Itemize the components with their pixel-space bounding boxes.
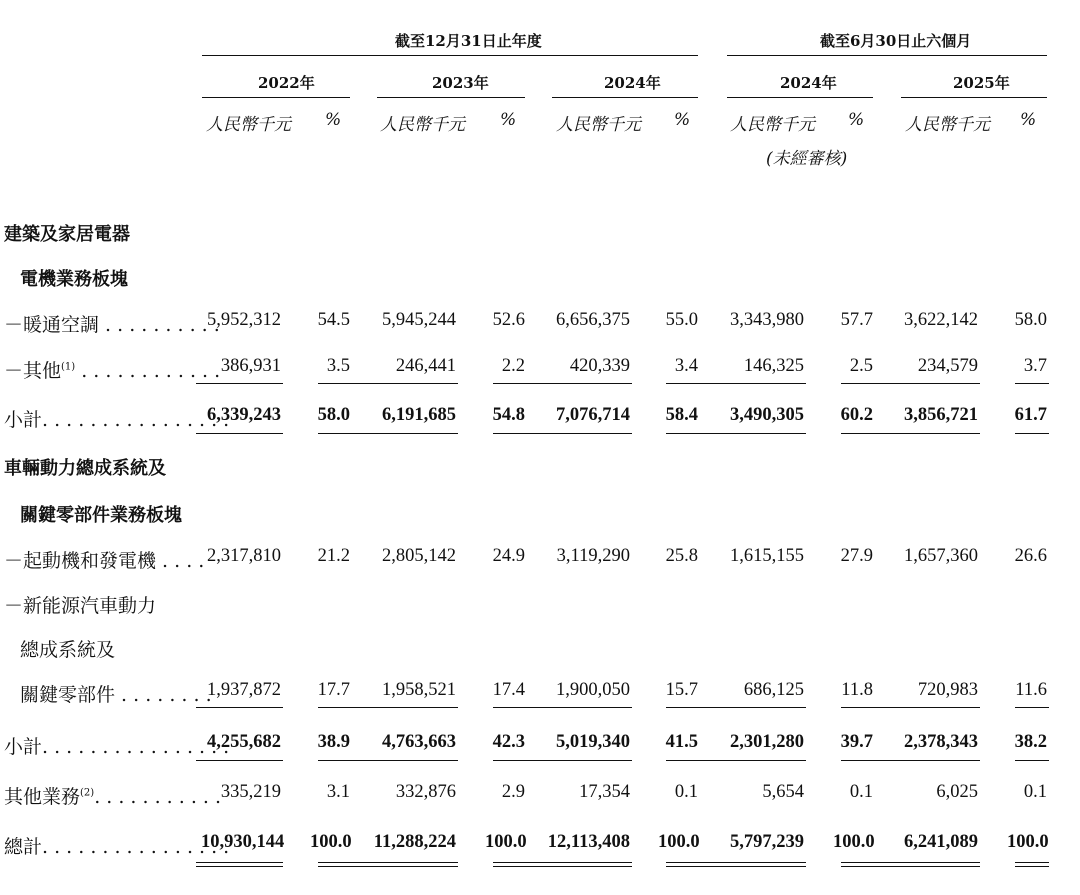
table-cell: 11,288,224 — [373, 832, 456, 852]
group2-rule — [727, 55, 1047, 56]
table-cell: 10,930,144 — [201, 832, 285, 852]
year-header-2023: 2023年 — [432, 74, 489, 92]
row-label-starter-generator: －起動機和發電機 . . . . — [4, 550, 205, 572]
table-cell: 1,937,872 — [207, 680, 281, 700]
unit-pct-2023: % — [500, 110, 517, 130]
table-cell: 41.5 — [665, 732, 698, 752]
table-cell: 17.7 — [317, 680, 350, 700]
row-label-other-business: 其他業務$^{(2)}$. . . . . . . . . . . — [4, 786, 222, 808]
table-cell: 2,805,142 — [382, 546, 456, 566]
cell-rule — [841, 433, 875, 434]
row-label-nev-line2: 總成系統及 — [20, 639, 116, 661]
unit-pct-2024: % — [674, 110, 691, 130]
unit-amount-h2025: 人民幣千元 — [905, 115, 990, 135]
cell-rule — [351, 862, 458, 863]
table-cell: 2.2 — [501, 356, 525, 376]
year-rule-2024 — [552, 97, 698, 98]
fiscal-year-group-title: 截至12月31日止年度 — [395, 32, 542, 50]
half-year-rule-2024 — [727, 97, 873, 98]
cell-rule — [525, 383, 632, 384]
unit-pct-h2024: % — [848, 110, 865, 130]
table-cell: 25.8 — [665, 546, 698, 566]
cell-rule — [1015, 433, 1049, 434]
cell-rule — [873, 862, 980, 863]
section2-title-line2: 關鍵零部件業務板塊 — [20, 505, 182, 526]
cell-rule — [525, 760, 632, 761]
cell-rule — [196, 707, 283, 708]
row-label-subtotal-2: 小計. . . . . . . . . . . . . . . . — [4, 736, 230, 758]
table-cell: 38.9 — [317, 732, 350, 752]
table-cell: 2,301,280 — [730, 732, 804, 752]
table-cell: 100.0 — [658, 832, 700, 852]
year-header-2024: 2024年 — [604, 74, 661, 92]
cell-rule — [318, 383, 352, 384]
cell-rule — [666, 760, 700, 761]
table-cell: 1,958,521 — [382, 680, 456, 700]
cell-rule — [351, 433, 458, 434]
table-cell: 5,952,312 — [207, 310, 281, 330]
table-cell: 2.5 — [849, 356, 873, 376]
table-cell: 38.2 — [1014, 732, 1047, 752]
year-rule-2022 — [202, 97, 350, 98]
table-cell: 27.9 — [840, 546, 873, 566]
table-cell: 5,945,244 — [382, 310, 456, 330]
section2-title-line1: 車輛動力總成系統及 — [4, 458, 166, 479]
unit-amount-2022: 人民幣千元 — [206, 115, 291, 135]
cell-rule — [196, 433, 283, 434]
table-cell: 17,354 — [579, 782, 630, 802]
cell-rule — [873, 383, 980, 384]
unaudited-note: (未經審核) — [766, 149, 848, 169]
cell-rule — [666, 707, 700, 708]
table-cell: 3.1 — [326, 782, 350, 802]
table-cell: 6,339,243 — [207, 405, 281, 425]
table-cell: 4,255,682 — [207, 732, 281, 752]
table-cell: 58.0 — [317, 405, 350, 425]
cell-rule — [699, 707, 806, 708]
table-cell: 1,900,050 — [556, 680, 630, 700]
table-cell: 3,343,980 — [730, 310, 804, 330]
cell-rule — [351, 383, 458, 384]
cell-rule — [841, 760, 875, 761]
cell-rule — [873, 707, 980, 708]
table-cell: 21.2 — [317, 546, 350, 566]
cell-rule — [493, 383, 527, 384]
table-cell: 7,076,714 — [556, 405, 630, 425]
section1-title-line2: 電機業務板塊 — [20, 269, 128, 290]
table-cell: 54.8 — [492, 405, 525, 425]
row-label-nev-line3: 關鍵零部件 . . . . . . . . — [20, 684, 212, 706]
table-cell: 5,797,239 — [730, 832, 804, 852]
cell-rule — [525, 866, 632, 867]
row-label-total: 總計. . . . . . . . . . . . . . . . — [4, 836, 230, 858]
cell-rule — [1015, 760, 1049, 761]
cell-rule — [318, 862, 352, 863]
table-cell: 11.8 — [841, 680, 873, 700]
table-cell: 3,622,142 — [904, 310, 978, 330]
cell-rule — [525, 707, 632, 708]
cell-rule — [1015, 383, 1049, 384]
cell-rule — [318, 707, 352, 708]
table-cell: 3,856,721 — [904, 405, 978, 425]
cell-rule — [196, 383, 283, 384]
table-cell: 54.5 — [317, 310, 350, 330]
table-cell: 3,490,305 — [730, 405, 804, 425]
unit-pct-h2025: % — [1020, 110, 1037, 130]
table-cell: 100.0 — [1007, 832, 1049, 852]
table-cell: 52.6 — [492, 310, 525, 330]
cell-rule — [873, 866, 980, 867]
cell-rule — [841, 707, 875, 708]
cell-rule — [351, 707, 458, 708]
unit-amount-2024: 人民幣千元 — [556, 115, 641, 135]
cell-rule — [666, 866, 700, 867]
cell-rule — [318, 760, 352, 761]
half-year-group-title: 截至6月30日止六個月 — [820, 32, 972, 50]
table-cell: 2,317,810 — [207, 546, 281, 566]
unit-amount-h2024: 人民幣千元 — [730, 115, 815, 135]
cell-rule — [351, 760, 458, 761]
footnote-2-marker: (2) — [80, 787, 95, 799]
table-cell: 686,125 — [743, 680, 804, 700]
cell-rule — [493, 760, 527, 761]
table-cell: 386,931 — [220, 356, 281, 376]
cell-rule — [1015, 862, 1049, 863]
table-cell: 5,019,340 — [556, 732, 630, 752]
table-cell: 420,339 — [569, 356, 630, 376]
cell-rule — [873, 433, 980, 434]
table-cell: 61.7 — [1014, 405, 1047, 425]
cell-rule — [873, 760, 980, 761]
table-cell: 3,119,290 — [556, 546, 630, 566]
table-cell: 0.1 — [674, 782, 698, 802]
table-cell: 57.7 — [840, 310, 873, 330]
table-cell: 0.1 — [1023, 782, 1047, 802]
table-cell: 332,876 — [395, 782, 456, 802]
table-cell: 58.0 — [1014, 310, 1047, 330]
cell-rule — [525, 433, 632, 434]
table-cell: 42.3 — [492, 732, 525, 752]
table-cell: 39.7 — [840, 732, 873, 752]
half-year-header-2024: 2024年 — [780, 74, 837, 92]
table-cell: 3.4 — [674, 356, 698, 376]
unit-amount-2023: 人民幣千元 — [380, 115, 465, 135]
section1-title-line1: 建築及家居電器 — [4, 224, 130, 245]
cell-rule — [699, 383, 806, 384]
year-header-2022: 2022年 — [258, 74, 315, 92]
cell-rule — [196, 760, 283, 761]
table-cell: 100.0 — [310, 832, 352, 852]
cell-rule — [318, 433, 352, 434]
table-cell: 12,113,408 — [547, 832, 630, 852]
table-cell: 11.6 — [1015, 680, 1047, 700]
row-label-subtotal-1: 小計. . . . . . . . . . . . . . . . — [4, 409, 230, 431]
table-cell: 55.0 — [665, 310, 698, 330]
table-cell: 246,441 — [395, 356, 456, 376]
cell-rule — [318, 866, 352, 867]
cell-rule — [841, 866, 875, 867]
table-cell: 60.2 — [840, 405, 873, 425]
table-cell: 17.4 — [492, 680, 525, 700]
table-cell: 234,579 — [917, 356, 978, 376]
table-cell: 26.6 — [1014, 546, 1047, 566]
table-cell: 100.0 — [833, 832, 875, 852]
cell-rule — [666, 433, 700, 434]
table-cell: 0.1 — [849, 782, 873, 802]
cell-rule — [841, 862, 875, 863]
row-label-nev-line1: －新能源汽車動力 — [4, 595, 157, 617]
group1-rule — [202, 55, 698, 56]
table-cell: 1,657,360 — [904, 546, 978, 566]
unit-pct-2022: % — [325, 110, 342, 130]
table-cell: 6,191,685 — [382, 405, 456, 425]
row-label-hvac: －暖通空調 . . . . . . . . . . — [4, 314, 220, 336]
table-cell: 6,656,375 — [556, 310, 630, 330]
table-cell: 58.4 — [665, 405, 698, 425]
cell-rule — [666, 862, 700, 863]
table-cell: 6,025 — [936, 782, 978, 802]
half-year-header-2025: 2025年 — [953, 74, 1010, 92]
table-cell: 2.9 — [501, 782, 525, 802]
footnote-1-marker: (1) — [61, 361, 76, 373]
table-cell: 24.9 — [492, 546, 525, 566]
table-cell: 100.0 — [485, 832, 527, 852]
cell-rule — [493, 433, 527, 434]
cell-rule — [699, 433, 806, 434]
table-cell: 3.7 — [1023, 356, 1047, 376]
cell-rule — [196, 866, 283, 867]
cell-rule — [196, 862, 283, 863]
half-year-rule-2025 — [901, 97, 1047, 98]
cell-rule — [699, 866, 806, 867]
table-cell: 2,378,343 — [904, 732, 978, 752]
cell-rule — [666, 383, 700, 384]
table-cell: 3.5 — [326, 356, 350, 376]
cell-rule — [493, 866, 527, 867]
table-cell: 146,325 — [743, 356, 804, 376]
cell-rule — [1015, 866, 1049, 867]
table-cell: 1,615,155 — [730, 546, 804, 566]
cell-rule — [699, 760, 806, 761]
table-cell: 5,654 — [762, 782, 804, 802]
table-cell: 335,219 — [220, 782, 281, 802]
cell-rule — [525, 862, 632, 863]
year-rule-2023 — [377, 97, 525, 98]
row-label-other: －其他$^{(1)}$ . . . . . . . . . . . . — [4, 360, 221, 382]
cell-rule — [1015, 707, 1049, 708]
cell-rule — [493, 862, 527, 863]
cell-rule — [493, 707, 527, 708]
table-cell: 15.7 — [665, 680, 698, 700]
cell-rule — [699, 862, 806, 863]
table-cell: 720,983 — [917, 680, 978, 700]
cell-rule — [841, 383, 875, 384]
cell-rule — [351, 866, 458, 867]
table-cell: 4,763,663 — [382, 732, 456, 752]
table-cell: 6,241,089 — [904, 832, 978, 852]
